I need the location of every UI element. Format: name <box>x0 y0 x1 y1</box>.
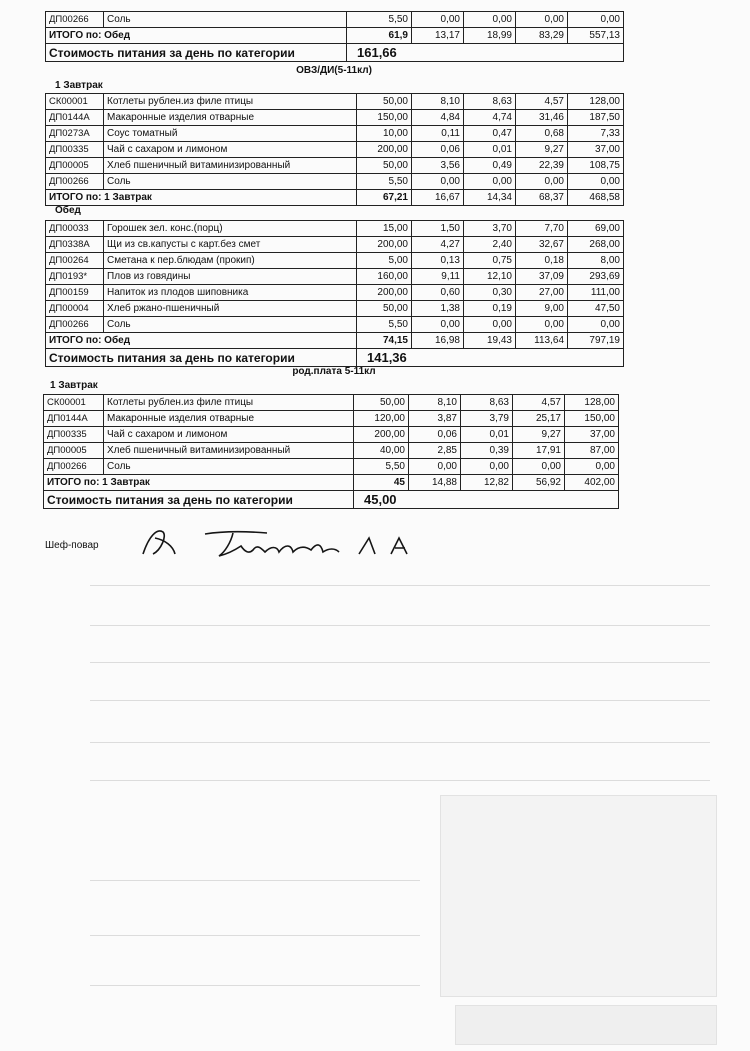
dish-carbs: 17,91 <box>513 443 565 459</box>
dish-fat: 3,70 <box>464 221 516 237</box>
dish-carbs: 9,27 <box>513 427 565 443</box>
dish-name: Чай с сахаром и лимоном <box>104 142 357 158</box>
table-row <box>46 12 624 28</box>
dish-name: Соль <box>104 317 357 333</box>
dish-code: ДП00266 <box>46 317 104 333</box>
total-weight: 45 <box>354 475 409 491</box>
dish-fat: 0,00 <box>461 459 513 475</box>
top-block-table <box>45 11 624 62</box>
dish-name: Горошек зел. конс.(порц) <box>104 221 357 237</box>
dish-weight: 50,00 <box>354 395 409 411</box>
table-row <box>46 237 624 253</box>
total-fat: 19,43 <box>464 333 516 349</box>
total-label: ИТОГО по: Обед <box>46 28 347 44</box>
total-row <box>46 190 624 206</box>
table-row <box>46 94 624 110</box>
dish-weight: 10,00 <box>357 126 412 142</box>
dish-fat: 0,00 <box>464 12 516 28</box>
dish-energy: 87,00 <box>565 443 619 459</box>
dish-code: ДП00005 <box>44 443 104 459</box>
dish-energy: 0,00 <box>568 174 624 190</box>
total-protein: 16,98 <box>412 333 464 349</box>
dish-fat: 4,74 <box>464 110 516 126</box>
dish-name: Хлеб ржано-пшеничный <box>104 301 357 317</box>
dish-protein: 0,00 <box>409 459 461 475</box>
table-row <box>46 110 624 126</box>
dish-carbs: 7,70 <box>516 221 568 237</box>
dish-name: Соль <box>104 459 354 475</box>
dish-code: ДП00004 <box>46 301 104 317</box>
dish-carbs: 4,57 <box>513 395 565 411</box>
dish-energy: 7,33 <box>568 126 624 142</box>
dish-fat: 3,79 <box>461 411 513 427</box>
total-energy: 402,00 <box>565 475 619 491</box>
dish-carbs: 0,00 <box>516 317 568 333</box>
dish-carbs: 9,27 <box>516 142 568 158</box>
total-row <box>44 475 619 491</box>
table-row <box>44 411 619 427</box>
dish-protein: 0,00 <box>412 317 464 333</box>
total-label: ИТОГО по: Обед <box>46 333 357 349</box>
dish-protein: 1,38 <box>412 301 464 317</box>
dish-fat: 0,75 <box>464 253 516 269</box>
dish-code: СК00001 <box>44 395 104 411</box>
total-energy: 468,58 <box>568 190 624 206</box>
dish-protein: 4,84 <box>412 110 464 126</box>
dish-weight: 5,50 <box>357 317 412 333</box>
dish-energy: 150,00 <box>565 411 619 427</box>
dish-carbs: 0,00 <box>513 459 565 475</box>
dish-weight: 160,00 <box>357 269 412 285</box>
total-fat: 18,99 <box>464 28 516 44</box>
total-protein: 14,88 <box>409 475 461 491</box>
dish-code: ДП0193* <box>46 269 104 285</box>
section-heading: Обед <box>55 205 81 216</box>
dish-energy: 8,00 <box>568 253 624 269</box>
table-row <box>44 427 619 443</box>
dish-protein: 0,60 <box>412 285 464 301</box>
dish-protein: 3,56 <box>412 158 464 174</box>
dish-weight: 200,00 <box>357 237 412 253</box>
total-carbs: 83,29 <box>516 28 568 44</box>
dish-name: Плов из говядины <box>104 269 357 285</box>
category-title: род.плата 5-11кл <box>292 366 376 377</box>
dish-energy: 108,75 <box>568 158 624 174</box>
dish-energy: 0,00 <box>568 317 624 333</box>
dish-energy: 69,00 <box>568 221 624 237</box>
dish-carbs: 27,00 <box>516 285 568 301</box>
dish-carbs: 0,00 <box>516 12 568 28</box>
total-carbs: 68,37 <box>516 190 568 206</box>
dish-fat: 2,40 <box>464 237 516 253</box>
dish-code: ДП00005 <box>46 158 104 174</box>
dish-protein: 0,11 <box>412 126 464 142</box>
total-protein: 16,67 <box>412 190 464 206</box>
dish-protein: 4,27 <box>412 237 464 253</box>
dish-code: ДП0338А <box>46 237 104 253</box>
table-row <box>46 301 624 317</box>
cost-value: 161,66 <box>347 44 624 62</box>
section-heading: 1 Завтрак <box>55 80 103 91</box>
total-energy: 797,19 <box>568 333 624 349</box>
dish-fat: 0,47 <box>464 126 516 142</box>
dish-name: Щи из св.капусты с карт.без смет <box>104 237 357 253</box>
dish-protein: 0,06 <box>409 427 461 443</box>
dish-carbs: 9,00 <box>516 301 568 317</box>
table-row <box>46 285 624 301</box>
total-weight: 61,9 <box>347 28 412 44</box>
cost-label: Стоимость питания за день по категории <box>46 44 347 62</box>
cost-label: Стоимость питания за день по категории <box>46 349 357 367</box>
dish-weight: 5,00 <box>357 253 412 269</box>
cost-value: 141,36 <box>357 349 624 367</box>
dish-protein: 9,11 <box>412 269 464 285</box>
dish-energy: 128,00 <box>565 395 619 411</box>
total-protein: 13,17 <box>412 28 464 44</box>
dish-code: ДП00266 <box>46 12 104 28</box>
dish-carbs: 37,09 <box>516 269 568 285</box>
table-row <box>44 459 619 475</box>
table-row <box>46 142 624 158</box>
dish-weight: 5,50 <box>357 174 412 190</box>
dish-name: Соль <box>104 174 357 190</box>
cost-row <box>46 349 624 367</box>
dish-fat: 0,01 <box>464 142 516 158</box>
dish-name: Соус томатный <box>104 126 357 142</box>
dish-carbs: 0,68 <box>516 126 568 142</box>
dish-carbs: 25,17 <box>513 411 565 427</box>
dish-name: Макаронные изделия отварные <box>104 110 357 126</box>
dish-carbs: 31,46 <box>516 110 568 126</box>
dish-protein: 3,87 <box>409 411 461 427</box>
dish-fat: 0,19 <box>464 301 516 317</box>
dish-fat: 0,30 <box>464 285 516 301</box>
dish-fat: 8,63 <box>461 395 513 411</box>
dish-name: Хлеб пшеничный витаминизированный <box>104 158 357 174</box>
total-row <box>46 333 624 349</box>
dish-code: ДП0273А <box>46 126 104 142</box>
dish-weight: 40,00 <box>354 443 409 459</box>
dish-protein: 0,13 <box>412 253 464 269</box>
dish-energy: 37,00 <box>565 427 619 443</box>
table-row <box>46 174 624 190</box>
dish-energy: 268,00 <box>568 237 624 253</box>
dish-energy: 187,50 <box>568 110 624 126</box>
dish-code: ДП00266 <box>44 459 104 475</box>
section-heading: 1 Завтрак <box>50 380 98 391</box>
dish-name: Сметана к пер.блюдам (прокип) <box>104 253 357 269</box>
total-energy: 557,13 <box>568 28 624 44</box>
total-weight: 74,15 <box>357 333 412 349</box>
dish-weight: 150,00 <box>357 110 412 126</box>
dish-weight: 50,00 <box>357 158 412 174</box>
dish-weight: 200,00 <box>357 285 412 301</box>
ovz-lunch-table <box>45 220 624 367</box>
dish-weight: 120,00 <box>354 411 409 427</box>
cost-row <box>44 491 619 509</box>
dish-carbs: 32,67 <box>516 237 568 253</box>
dish-weight: 5,50 <box>354 459 409 475</box>
total-weight: 67,21 <box>357 190 412 206</box>
dish-carbs: 0,18 <box>516 253 568 269</box>
dish-energy: 37,00 <box>568 142 624 158</box>
dish-name: Котлеты рублен.из филе птицы <box>104 94 357 110</box>
dish-carbs: 0,00 <box>516 174 568 190</box>
dish-code: ДП0144А <box>46 110 104 126</box>
dish-weight: 50,00 <box>357 94 412 110</box>
table-row <box>44 395 619 411</box>
dish-protein: 0,00 <box>412 12 464 28</box>
ovz-breakfast-table <box>45 93 624 206</box>
dish-energy: 111,00 <box>568 285 624 301</box>
total-carbs: 113,64 <box>516 333 568 349</box>
dish-protein: 0,06 <box>412 142 464 158</box>
dish-protein: 2,85 <box>409 443 461 459</box>
dish-code: ДП00159 <box>46 285 104 301</box>
signature-role: Шеф-повар <box>45 540 99 551</box>
total-row <box>46 28 624 44</box>
dish-weight: 200,00 <box>357 142 412 158</box>
dish-code: ДП00335 <box>46 142 104 158</box>
dish-name: Котлеты рублен.из филе птицы <box>104 395 354 411</box>
dish-fat: 0,39 <box>461 443 513 459</box>
dish-name: Соль <box>104 12 347 28</box>
dish-fat: 8,63 <box>464 94 516 110</box>
dish-weight: 200,00 <box>354 427 409 443</box>
handwritten-signature <box>135 524 465 564</box>
dish-code: ДП00335 <box>44 427 104 443</box>
category-title: ОВЗ/ДИ(5-11кл) <box>296 65 372 76</box>
table-row <box>46 221 624 237</box>
signature-block <box>45 530 445 570</box>
dish-protein: 1,50 <box>412 221 464 237</box>
table-row <box>44 443 619 459</box>
table-row <box>46 253 624 269</box>
table-row <box>46 269 624 285</box>
total-label: ИТОГО по: 1 Завтрак <box>46 190 357 206</box>
dish-fat: 0,49 <box>464 158 516 174</box>
dish-carbs: 4,57 <box>516 94 568 110</box>
dish-energy: 47,50 <box>568 301 624 317</box>
dish-weight: 50,00 <box>357 301 412 317</box>
dish-weight: 15,00 <box>357 221 412 237</box>
dish-code: ДП00264 <box>46 253 104 269</box>
dish-fat: 12,10 <box>464 269 516 285</box>
rod-breakfast-table <box>43 394 619 509</box>
dish-protein: 0,00 <box>412 174 464 190</box>
dish-code: ДП00033 <box>46 221 104 237</box>
table-row <box>46 158 624 174</box>
dish-code: ДП0144А <box>44 411 104 427</box>
dish-name: Напиток из плодов шиповника <box>104 285 357 301</box>
dish-name: Хлеб пшеничный витаминизированный <box>104 443 354 459</box>
total-fat: 12,82 <box>461 475 513 491</box>
dish-name: Чай с сахаром и лимоном <box>104 427 354 443</box>
dish-code: СК00001 <box>46 94 104 110</box>
cost-value: 45,00 <box>354 491 619 509</box>
dish-weight: 5,50 <box>347 12 412 28</box>
dish-protein: 8,10 <box>412 94 464 110</box>
total-carbs: 56,92 <box>513 475 565 491</box>
total-fat: 14,34 <box>464 190 516 206</box>
dish-fat: 0,00 <box>464 317 516 333</box>
total-label: ИТОГО по: 1 Завтрак <box>44 475 354 491</box>
dish-energy: 0,00 <box>568 12 624 28</box>
dish-energy: 0,00 <box>565 459 619 475</box>
table-row <box>46 317 624 333</box>
dish-fat: 0,00 <box>464 174 516 190</box>
dish-energy: 293,69 <box>568 269 624 285</box>
table-row <box>46 126 624 142</box>
cost-row <box>46 44 624 62</box>
cost-label: Стоимость питания за день по категории <box>44 491 354 509</box>
dish-energy: 128,00 <box>568 94 624 110</box>
dish-name: Макаронные изделия отварные <box>104 411 354 427</box>
dish-code: ДП00266 <box>46 174 104 190</box>
dish-fat: 0,01 <box>461 427 513 443</box>
dish-protein: 8,10 <box>409 395 461 411</box>
dish-carbs: 22,39 <box>516 158 568 174</box>
